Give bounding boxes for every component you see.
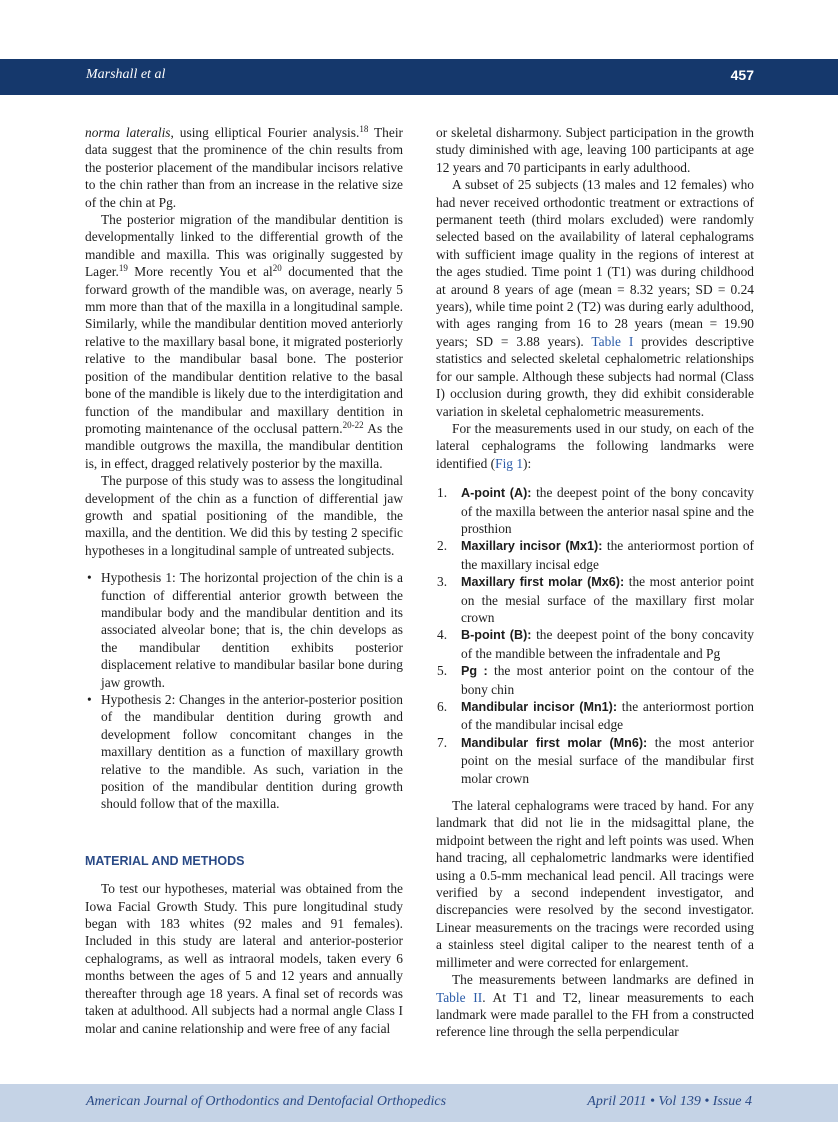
landmark-term: Mandibular first molar (Mn6): bbox=[461, 735, 648, 750]
bullet-icon: • bbox=[87, 570, 92, 586]
paragraph: The lateral cephalograms were traced by hand. For any landmark that did not lie in the midsagittal plane, the midpoint between the right and left points was used. When hand tracing, all cephalometric landmarks were identified using a 0.5-mm mechanical lead pencil. All tracings were verified by a second independent investigator, and discrepancies were resolved by the second investigator. Linear measurements on the tracings were recorded using a stainless steel digital caliper to the nearest tenth of a millimeter and were corrected for enlargement. bbox=[436, 798, 754, 970]
list-item bbox=[436, 573, 754, 626]
text-run: A subset of 25 subjects (13 males and 12 females) who had never received orthodontic treatment or extractions of permanent teeth (third molars excluded) were randomly selected based on the availability of lateral cephalograms with sufficient image quality in the regions of interest at the ages studied. Time point 1 (T1) was during childhood at around 8 years of age (mean = 8.32 years; SD = 0.24 years), while time point 2 (T2) was during early adulthood, with ages ranging from 16 to 28 years (mean = 19.90 years; SD = 3.88 years). bbox=[436, 177, 754, 349]
paragraph: The purpose of this study was to assess the longitudinal development of the chin as a function of differential jaw growth and spatial positioning of the mandible, the maxilla, and the dentition. We did this by testing 2 specific hypotheses in a longitudinal sample of untreated subjects. bbox=[85, 473, 403, 558]
citation-ref[interactable]: 19 bbox=[118, 263, 128, 274]
running-header bbox=[0, 59, 838, 95]
landmark-term: Maxillary first molar (Mx6): bbox=[461, 575, 625, 590]
text-run: As the mandible outgrows the maxilla, the mandibular dentition is, in effect, dragged relatively posterior by the maxilla. bbox=[85, 420, 403, 471]
text-run: provides descriptive statistics and selected skeletal cephalometric relationships for our sample. Although these subjects had normal (Class I) occlusion during growth, they did exhibit considerable variation in skeletal cephalometric measurements. bbox=[436, 333, 754, 419]
page-number: 457 bbox=[730, 67, 754, 83]
citation-ref[interactable]: 18 bbox=[359, 124, 369, 134]
paragraph: or skeletal disharmony. Subject participation in the growth study diminished with age, leaving 100 participants at age 12 years and 70 participants in early adulthood. bbox=[436, 125, 754, 175]
journal-name: American Journal of Orthodontics and Dentofacial Orthopedics bbox=[86, 1094, 447, 1109]
landmark-term: A-point (A): bbox=[461, 486, 532, 501]
running-footer bbox=[0, 1084, 838, 1122]
text-run: . At T1 and T2, linear measurements to each landmark were made parallel to the FH from a constructed reference line through the sella perpendicular bbox=[436, 989, 755, 1040]
paragraph bbox=[436, 176, 754, 420]
section-heading: MATERIAL AND METHODS bbox=[85, 853, 245, 868]
header-authors: Marshall et al bbox=[86, 67, 166, 82]
landmark-term: Maxillary incisor (Mx1): bbox=[461, 539, 603, 554]
list-item bbox=[85, 691, 403, 813]
citation-ref[interactable]: 20-22 bbox=[342, 419, 364, 430]
text-run: Their data suggest that the prominence of the chin results from the posterior placement of the mandibular incisors relative to the chin rather than from an increase in the relative size of the chin at Pg. bbox=[85, 125, 404, 210]
list-item bbox=[85, 569, 403, 691]
landmark-list bbox=[436, 484, 754, 787]
paragraph bbox=[85, 211, 403, 472]
landmark-description: the deepest point of the bony concavity of the mandible between the infradentale and Pg bbox=[461, 627, 754, 661]
list-number: 2. bbox=[437, 538, 448, 554]
issue-info: April 2011 • Vol 139 • Issue 4 bbox=[587, 1094, 752, 1109]
list-item bbox=[436, 734, 754, 787]
landmark-description: the most anterior point on the mesial surface of the maxillary first molar crown bbox=[461, 574, 754, 625]
landmark-description: the most anterior point on the contour of the bony chin bbox=[461, 663, 754, 697]
text-run: More recently You et al bbox=[127, 264, 273, 280]
paragraph bbox=[85, 124, 403, 211]
landmark-description: the deepest point of the bony concavity of the maxilla between the anterior nasal spine and the prosthion bbox=[461, 485, 754, 536]
landmark-description: the most anterior point on the mesial surface of the mandibular first molar crown bbox=[461, 734, 754, 786]
text-run: , using elliptical Fourier analysis. bbox=[170, 125, 360, 140]
italic-term: norma lateralis bbox=[85, 125, 171, 140]
list-number: 3. bbox=[437, 574, 448, 590]
landmark-term: Pg : bbox=[461, 664, 488, 679]
list-number: 5. bbox=[437, 663, 448, 679]
hypothesis-list bbox=[85, 569, 403, 813]
list-number: 6. bbox=[437, 699, 448, 714]
landmark-term: B-point (B): bbox=[461, 628, 532, 643]
figure-link[interactable]: Fig 1 bbox=[495, 455, 524, 471]
text-run: The measurements between landmarks are defined in bbox=[452, 972, 754, 988]
list-item bbox=[436, 698, 754, 734]
landmark-description: the anteriormost portion of the maxillary incisal edge bbox=[461, 538, 755, 572]
right-column bbox=[436, 124, 754, 1041]
text-run: The posterior migration of the mandibular dentition is developmentally linked to the differential growth of the mandible and maxilla. This was originally suggested by Lager. bbox=[85, 212, 403, 280]
list-item-text: Hypothesis 2: Changes in the anterior-posterior position of the mandibular dentition during growth and development follow concomitant changes in the maxillary dentition as a function of maxillary growth relative to the mandible. As such, variation in the position of the mandibular dentition during growth should follow that of the maxilla. bbox=[101, 692, 403, 812]
table-link[interactable]: Table II bbox=[436, 989, 483, 1005]
list-item bbox=[436, 626, 754, 662]
list-item bbox=[436, 537, 754, 573]
list-number: 7. bbox=[437, 734, 448, 750]
table-link[interactable]: Table I bbox=[591, 333, 634, 349]
bullet-icon: • bbox=[87, 692, 92, 707]
citation-ref[interactable]: 20 bbox=[272, 263, 282, 274]
list-item bbox=[436, 662, 754, 698]
text-run: ): bbox=[523, 455, 532, 471]
paragraph: To test our hypotheses, material was obtained from the Iowa Facial Growth Study. This pure longitudinal study began with 183 whites (92 males and 91 females). Included in this study are lateral and anterior-posterior cephalograms, as well as intraoral models, taken every 6 months between the ages of 5 and 12 years and annually thereafter through age 18 years. A final set of records was taken at adulthood. All subjects had a normal angle Class I molar and canine relationship and were free of any facial bbox=[85, 881, 403, 1036]
text-run: documented that the forward growth of the mandible was, on average, nearly 5 mm more than that of the maxilla in a longitudinal sample. Similarly, while the mandibular dentition moved anteriorly relative to the maxillary basal bone, it migrated posteriorly relative to the mandibular basal bone. The posterior position of the mandibular dentition relative to the basal bone of the mandible is likely due to the interdigitation and function of the mandibular and maxillary dentition in promoting maintenance of the occlusal pattern. bbox=[85, 264, 403, 436]
landmark-description: the anteriormost portion of the mandibular incisal edge bbox=[461, 699, 754, 733]
list-item-text: Hypothesis 1: The horizontal projection of the chin is a function of differential anterior growth between the mandibular body and the mandibular dentition and its associated alveolar bone; that is, the chin develops as the mandibular dentition exhibits posterior displacement relative to mandibular basilar bone during jaw growth. bbox=[101, 570, 403, 690]
paragraph bbox=[436, 420, 754, 472]
left-column bbox=[85, 124, 403, 1037]
landmark-term: Mandibular incisor (Mn1): bbox=[461, 700, 618, 714]
paragraph bbox=[436, 971, 754, 1041]
list-number: 1. bbox=[437, 485, 448, 501]
list-item bbox=[436, 484, 754, 537]
list-number: 4. bbox=[437, 627, 448, 643]
text-run: For the measurements used in our study, on each of the lateral cephalograms the following landmarks were identified ( bbox=[436, 420, 754, 471]
